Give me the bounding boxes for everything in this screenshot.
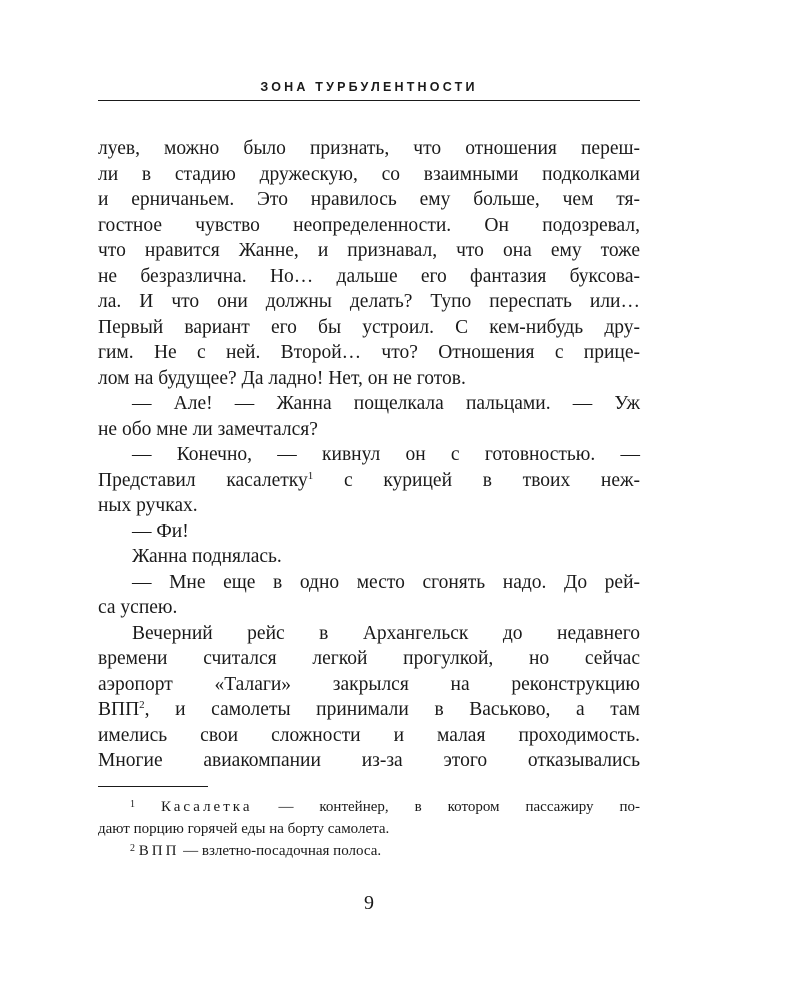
footnote-1-continued: дают порцию горячей еды на борту самолета. [98, 821, 390, 837]
text-line: — Мне еще в одно место сгонять надо. До рей- [132, 571, 640, 593]
text-line: са успею. [98, 597, 178, 618]
footnote-rule [98, 786, 208, 787]
text-line: — Фи! [132, 520, 189, 542]
text-line: гим. Не с ней. Второй… что? Отношения с прице- [98, 342, 640, 363]
footnote-2 [98, 840, 640, 862]
text-line: имелись свои сложности и малая проходимость. [98, 724, 640, 746]
text-segment: с курицей в твоих неж- [343, 469, 640, 491]
text-line: — Але! — Жанна пощелкала пальцами. — Уж [132, 393, 640, 414]
footnote-1 [98, 796, 640, 818]
text-line: луев, можно было признать, что отношения переш- [98, 138, 640, 159]
text-segment: Представил касалетку [98, 469, 308, 491]
text-line: что нравится Жанне, и признавал, что она ему тоже [98, 240, 640, 261]
page-number: 9 [364, 892, 374, 914]
text-line: ных ручках. [98, 495, 198, 516]
text-line: гостное чувство неопределенности. Он подозревал, [98, 214, 640, 236]
text-line: не обо мне ли замечтался? [98, 418, 318, 440]
header-rule [98, 100, 640, 101]
text-line: Вечерний рейс в Архангельск до недавнего [132, 622, 640, 644]
footnote-ref-2: 2 [139, 699, 145, 711]
text-line: — Конечно, — кивнул он с готовностью. — [132, 444, 640, 465]
text-line: ли в стадию дружескую, со взаимными подколками [98, 163, 640, 185]
text-line: времени считался легкой прогулкой, но сейчас [98, 648, 640, 669]
text-line: Многие авиакомпании из-за этого отказывались [98, 750, 640, 771]
text-segment: , и самолеты принимали в Васьково, а там [144, 699, 640, 720]
text-line: аэропорт «Талаги» закрылся на реконструкцию [98, 673, 640, 695]
text-line [98, 697, 640, 723]
text-line: Первый вариант его бы устроил. С кем-нибудь дру- [98, 316, 640, 338]
text-line: и ерничаньем. Это нравилось ему больше, чем тя- [98, 189, 640, 210]
text-line: ла. И что они должны делать? Тупо переспать или… [98, 291, 640, 312]
text-line: лом на будущее? Да ладно! Нет, он не готов. [98, 367, 466, 389]
running-head: ЗОНА ТУРБУЛЕНТНОСТИ [260, 80, 478, 94]
footnote-text: — контейнер, в котором пассажиру по- [252, 799, 641, 815]
footnote-term: ВПП [138, 843, 180, 859]
footnote-number: 1 [130, 799, 135, 810]
footnotes [98, 796, 640, 862]
footnote-number: 2 [130, 843, 135, 854]
text-line: Жанна поднялась. [132, 546, 282, 567]
main-text [98, 136, 640, 774]
footnote-ref-1: 1 [307, 469, 314, 482]
text-line [98, 468, 640, 494]
footnote-text: — взлетно-посадочная полоса. [179, 843, 382, 859]
text-segment: ВПП [98, 699, 140, 720]
text-line: не безразлична. Но… дальше его фантазия буксова- [98, 265, 640, 287]
footnote-term: Касалетка [160, 799, 253, 815]
